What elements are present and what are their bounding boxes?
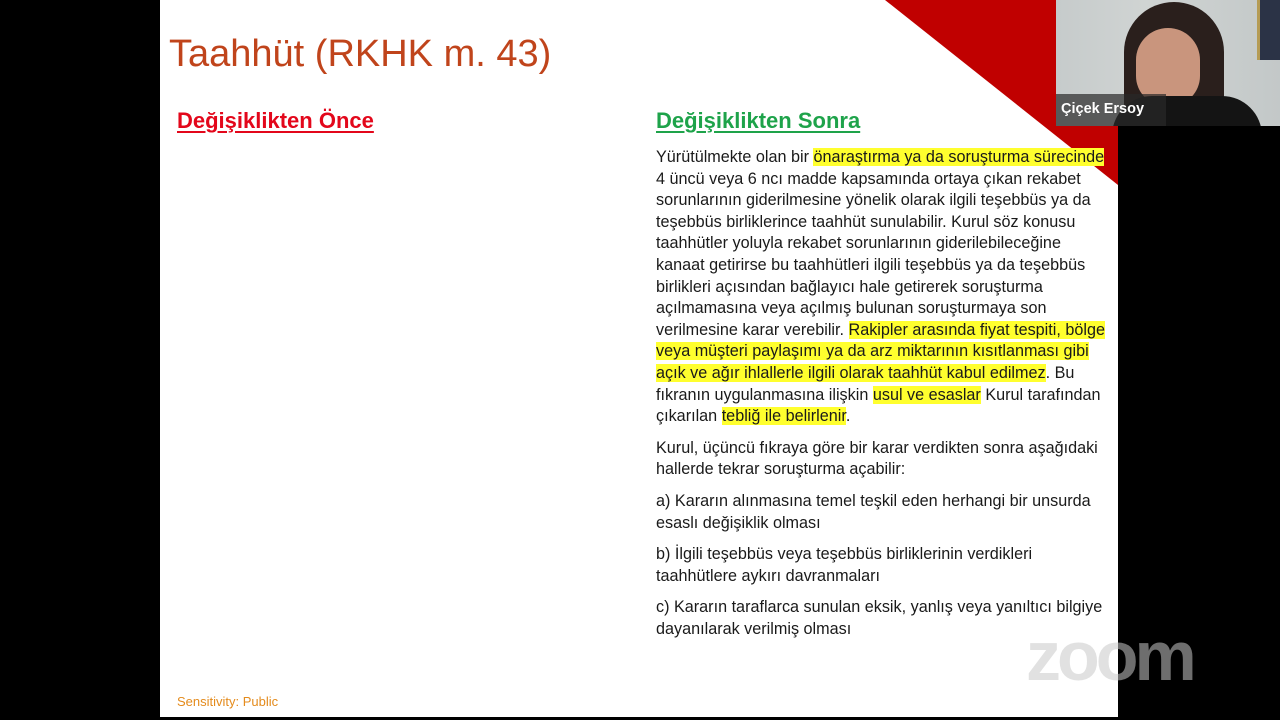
text-segment: 4 üncü veya 6 ncı madde kapsamında ortaya çıkan rekabet sorunlarının giderilmesine yönelik olarak ilgili teşebbüs ya da teşebbüs birliklerince taahhüt sunulabilir. Kurul söz konusu taahhütler yoluyla rekabet sorunlarının giderilebileceğine kanaat getirirse bu taahhütleri ilgili teşebbüs ya da teşebbüs birlikleri açısından bağlayıcı hale getirerek soruşturma açılmamasına veya açılmış bulunan soruşturmaya son verilmesine karar verebilir. bbox=[656, 169, 1091, 339]
highlighted-segment: usul ve esaslar bbox=[872, 385, 981, 404]
text-segment: . bbox=[845, 407, 851, 426]
presentation-slide bbox=[160, 0, 1118, 717]
paragraph-commitment bbox=[656, 147, 1108, 428]
background-picture-frame bbox=[1257, 0, 1280, 60]
zoom-watermark-logo: zoom bbox=[1026, 617, 1193, 695]
list-item-c: c) Kararın taraflarca sunulan eksik, yanlış veya yanıltıcı bilgiye dayanılarak verilmiş olması bbox=[656, 598, 1103, 638]
participant-video-tile[interactable] bbox=[1056, 0, 1280, 126]
heading-after-change: Değişiklikten Sonra bbox=[656, 108, 861, 133]
slide-title: Taahhüt (RKHK m. 43) bbox=[169, 33, 552, 75]
sensitivity-label: Sensitivity: Public bbox=[177, 694, 279, 709]
heading-before-change: Değişiklikten Önce bbox=[177, 108, 374, 133]
highlighted-segment: Rakipler arasında fiyat tespiti, bölge veya müşteri paylaşımı ya da arz miktarının kısıtlanması gibi açık ve ağır ihlallerle ilgili olarak taahhüt kabul edilmez bbox=[656, 320, 1105, 382]
text-segment: Yürütülmekte olan bir bbox=[656, 148, 814, 166]
list-item-a: a) Kararın alınmasına temel teşkil eden herhangi bir unsurda esaslı değişiklik olması bbox=[656, 491, 1091, 532]
text-segment: . Bu fıkranın uygulanmasına ilişkin bbox=[656, 363, 1075, 404]
after-change-body bbox=[656, 147, 1108, 650]
text-segment: Kurul tarafından çıkarılan bbox=[656, 385, 1101, 426]
highlighted-segment: tebliğ ile belirlenir bbox=[721, 407, 846, 426]
highlighted-segment: önaraştırma ya da soruşturma sürecinde bbox=[813, 148, 1105, 166]
paragraph-reopen: Kurul, üçüncü fıkraya göre bir karar verdikten sonra aşağıdaki hallerde tekrar soruşturma açabilir: bbox=[656, 438, 1098, 479]
participant-name-label: Çiçek Ersoy bbox=[1056, 94, 1166, 126]
list-item-b: b) İlgili teşebbüs veya teşebbüs birliklerinin verdikleri taahhütlere aykırı davranmaları bbox=[656, 545, 1033, 585]
